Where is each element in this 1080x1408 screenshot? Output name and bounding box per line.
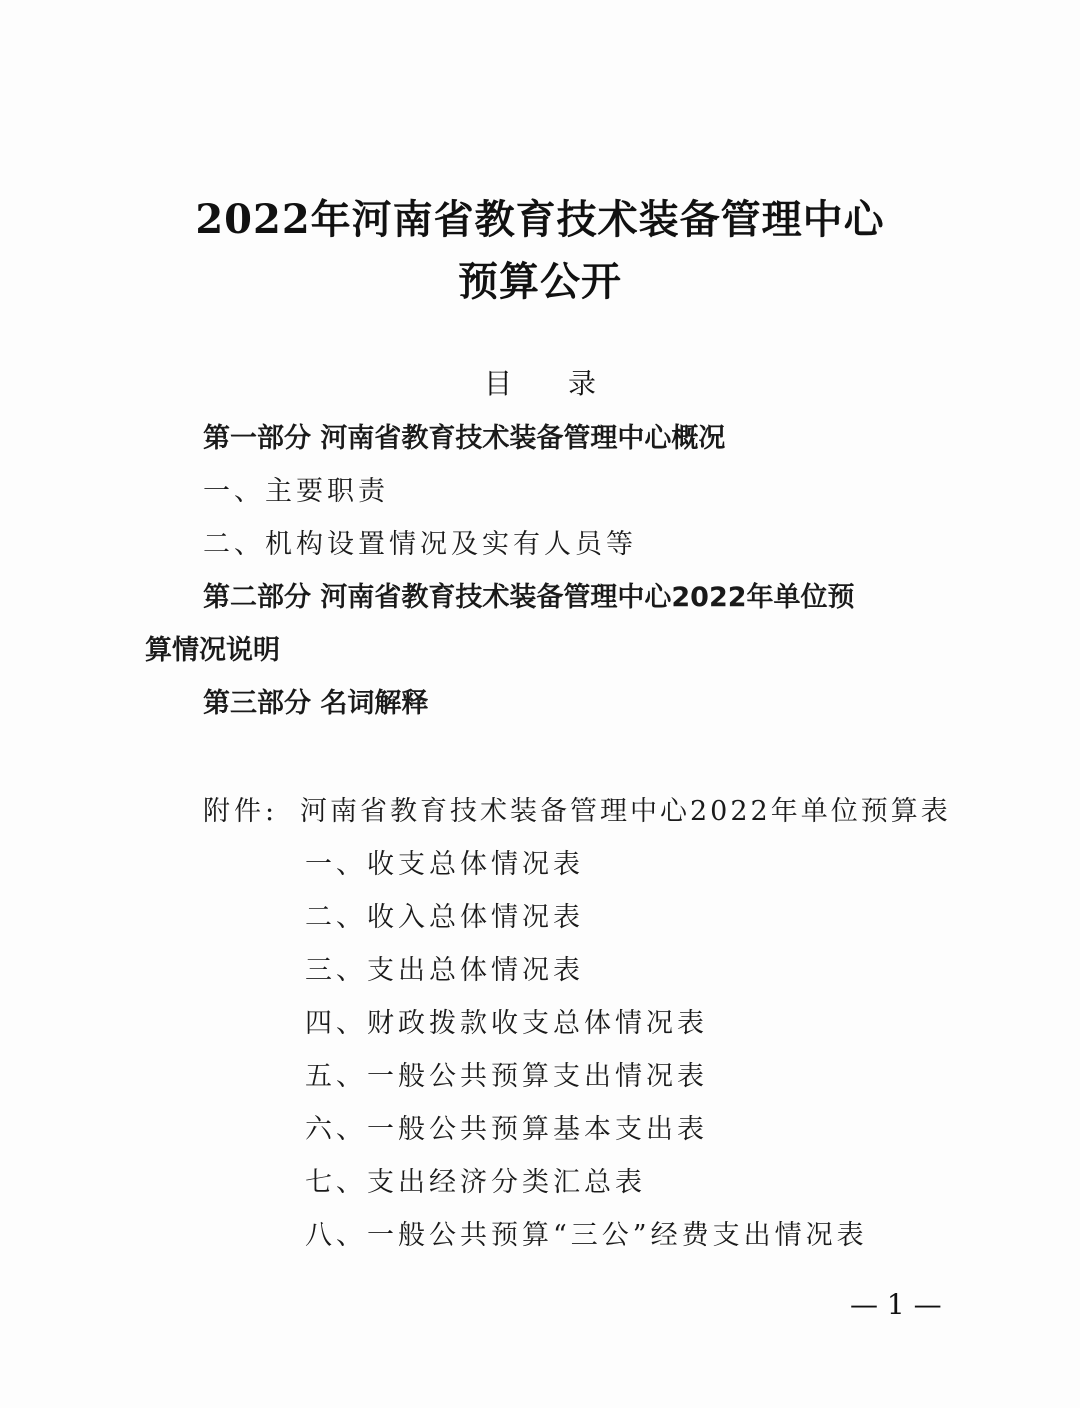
document-title-line1: 2022年河南省教育技术装备管理中心 — [195, 196, 885, 243]
document-title-line2: 预算公开 — [458, 258, 622, 305]
attachment-item-5: 五、一般公共预算支出情况表 — [305, 1061, 708, 1092]
page-number: — 1 — — [850, 1288, 942, 1321]
attachment-item-3: 三、支出总体情况表 — [305, 955, 584, 986]
toc-part3: 第三部分 名词解释 — [203, 688, 429, 719]
attachment-item-7: 七、支出经济分类汇总表 — [305, 1167, 646, 1198]
attachment-item-8: 八、一般公共预算“三公”经费支出情况表 — [305, 1220, 868, 1251]
toc-heading-right: 录 — [568, 367, 597, 400]
toc-part2-line2: 算情况说明 — [145, 635, 280, 666]
attachment-item-2: 二、收入总体情况表 — [305, 902, 584, 933]
toc-part1-item-1: 一、主要职责 — [203, 476, 389, 507]
attachment-item-6: 六、一般公共预算基本支出表 — [305, 1114, 708, 1145]
toc-part1: 第一部分 河南省教育技术装备管理中心概况 — [203, 423, 726, 454]
attachment-title: 河南省教育技术装备管理中心2022年单位预算表 — [300, 796, 951, 827]
attachment-item-1: 一、收支总体情况表 — [305, 849, 584, 880]
attachment-label: 附件: — [203, 796, 279, 827]
toc-heading — [0, 362, 1080, 402]
toc-heading-left: 目 — [483, 367, 512, 400]
toc-part2-line1: 第二部分 河南省教育技术装备管理中心2022年单位预 — [203, 582, 855, 613]
attachment-item-4: 四、财政拨款收支总体情况表 — [305, 1008, 708, 1039]
toc-part1-item-2: 二、机构设置情况及实有人员等 — [203, 529, 637, 560]
